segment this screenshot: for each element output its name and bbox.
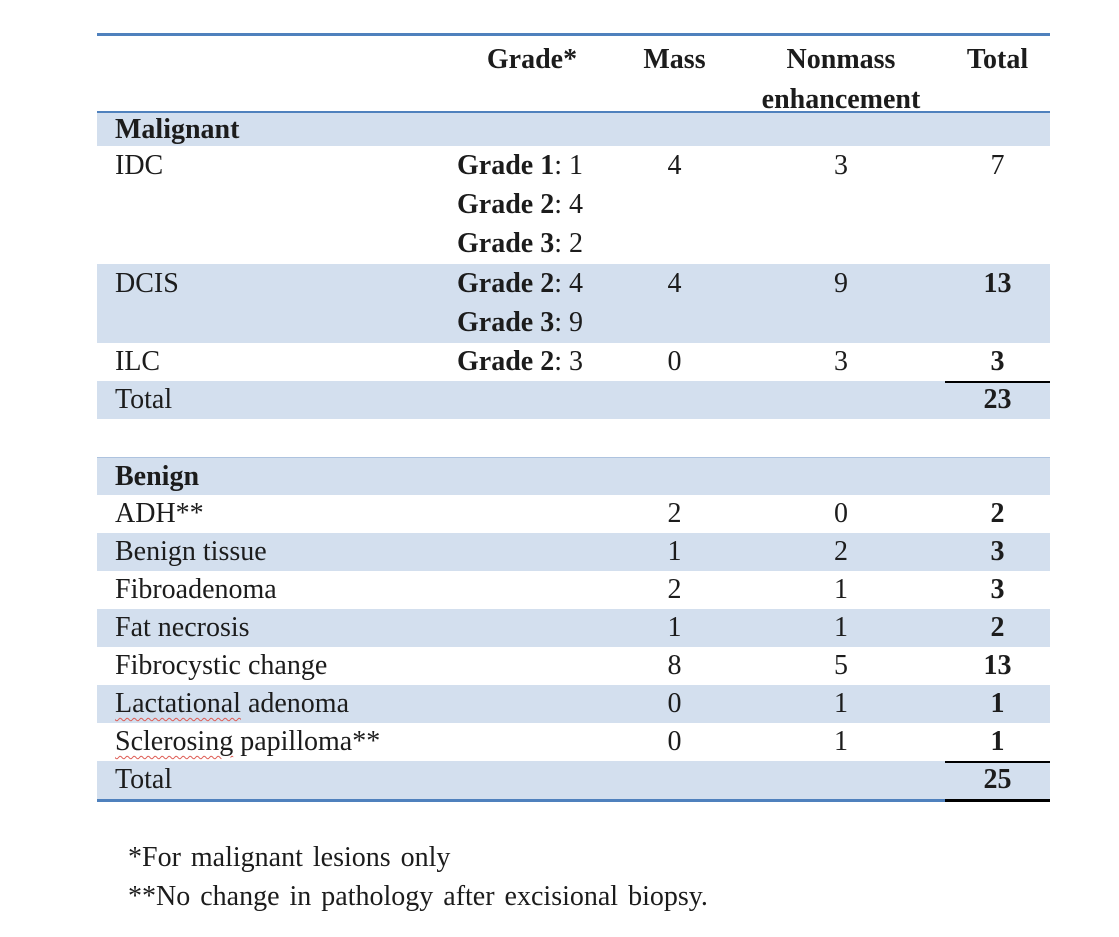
nonmass-value-lactational-adenoma: 1 — [834, 688, 848, 719]
malignant-total-label: Total — [115, 384, 173, 415]
table-header-row — [97, 33, 1050, 113]
nonmass-value-fibrocystic-change: 5 — [834, 650, 848, 681]
header-total: Total — [966, 44, 1029, 75]
total-value-fibroadenoma: 3 — [990, 574, 1005, 605]
row-label-idc: IDC — [115, 150, 164, 181]
nonmass-value-fat-necrosis: 1 — [834, 612, 848, 643]
header-nonmass-enhancement: Nonmass enhancement — [761, 44, 921, 115]
section-row-benign — [97, 457, 1050, 495]
nonmass-value-fibroadenoma: 1 — [834, 574, 848, 605]
table-row-idc — [97, 146, 1050, 264]
mass-value-fibroadenoma: 2 — [667, 574, 682, 605]
nonmass-value-dcis: 9 — [834, 268, 848, 299]
nonmass-value-sclerosing-papilloma: 1 — [834, 726, 848, 757]
table-row-malignant-total — [97, 381, 1050, 419]
mass-value-dcis: 4 — [667, 268, 682, 299]
malignant-total-value: 23 — [983, 384, 1012, 415]
table-gap — [97, 419, 1050, 457]
misspelled-word: Sclerosing — [115, 726, 234, 757]
nonmass-value-benign-tissue: 2 — [834, 536, 848, 567]
pathology-table — [97, 33, 1050, 800]
total-value-ilc: 3 — [945, 343, 1050, 383]
nonmass-value-idc: 3 — [834, 150, 848, 181]
total-value-fibrocystic-change: 13 — [983, 650, 1012, 681]
row-label-benign-tissue: Benign tissue — [115, 536, 267, 567]
header-lesion-blank — [97, 40, 452, 120]
grade-line: Grade 3: 2 — [457, 228, 583, 259]
total-value-dcis: 13 — [983, 268, 1012, 299]
table-row-fibroadenoma — [97, 571, 1050, 609]
grade-line: Grade 2: 4 — [457, 189, 583, 220]
nonmass-value-ilc: 3 — [834, 346, 848, 377]
mass-value-idc: 4 — [667, 150, 682, 181]
grade-line: Grade 1: 1 — [457, 150, 583, 181]
row-label-fibroadenoma: Fibroadenoma — [115, 574, 277, 605]
header-mass: Mass — [643, 44, 706, 75]
nonmass-value-adh: 0 — [834, 498, 848, 529]
footnote-malignant-grades: *For malignant lesions only — [128, 842, 451, 873]
section-label-malignant: Malignant — [115, 114, 240, 145]
mass-value-lactational-adenoma: 0 — [667, 688, 682, 719]
mass-value-fibrocystic-change: 8 — [667, 650, 682, 681]
total-value-sclerosing-papilloma: 1 — [945, 723, 1050, 763]
footnote-excisional-biopsy: **No change in pathology after excisional biopsy. — [128, 881, 708, 912]
table-row-benign-total — [97, 761, 1050, 800]
table-row-ilc — [97, 343, 1050, 381]
section-label-benign: Benign — [115, 461, 200, 492]
row-label-lactational-adenoma: Lactational adenoma — [115, 688, 349, 719]
total-value-lactational-adenoma: 1 — [990, 688, 1005, 719]
table-row-sclerosing-papilloma — [97, 723, 1050, 761]
header-grade: Grade* — [486, 44, 578, 75]
mass-value-adh: 2 — [667, 498, 682, 529]
section-row-malignant — [97, 113, 1050, 146]
row-label-fat-necrosis: Fat necrosis — [115, 612, 250, 643]
grade-cell-dcis — [452, 264, 612, 343]
row-label-adh: ADH** — [115, 498, 204, 529]
grade-cell-idc — [452, 146, 612, 264]
table-row-fat-necrosis — [97, 609, 1050, 647]
total-value-adh: 2 — [990, 498, 1005, 529]
mass-value-benign-tissue: 1 — [667, 536, 682, 567]
total-value-fat-necrosis: 2 — [990, 612, 1005, 643]
table-row-lactational-adenoma — [97, 685, 1050, 723]
benign-total-label: Total — [97, 761, 452, 802]
footnotes — [128, 838, 708, 916]
table-row-adh — [97, 495, 1050, 533]
mass-value-fat-necrosis: 1 — [667, 612, 682, 643]
grade-line: Grade 2: 4 — [457, 268, 583, 299]
grade-line: Grade 3: 9 — [457, 307, 583, 338]
row-label-sclerosing-papilloma: Sclerosing papilloma** — [115, 726, 381, 757]
benign-total-value: 25 — [945, 761, 1050, 802]
row-label-dcis: DCIS — [115, 268, 179, 299]
row-label-ilc: ILC — [115, 346, 161, 377]
table-row-benign-tissue — [97, 533, 1050, 571]
total-value-benign-tissue: 3 — [990, 536, 1005, 567]
table-row-fibrocystic-change — [97, 647, 1050, 685]
mass-value-ilc: 0 — [667, 346, 682, 377]
misspelled-word: Lactational — [115, 688, 241, 719]
mass-value-sclerosing-papilloma: 0 — [667, 726, 682, 757]
grade-cell-ilc: Grade 2: 3 — [457, 346, 583, 377]
row-label-fibrocystic-change: Fibrocystic change — [115, 650, 328, 681]
table-row-dcis — [97, 264, 1050, 343]
total-value-idc: 7 — [990, 150, 1005, 181]
